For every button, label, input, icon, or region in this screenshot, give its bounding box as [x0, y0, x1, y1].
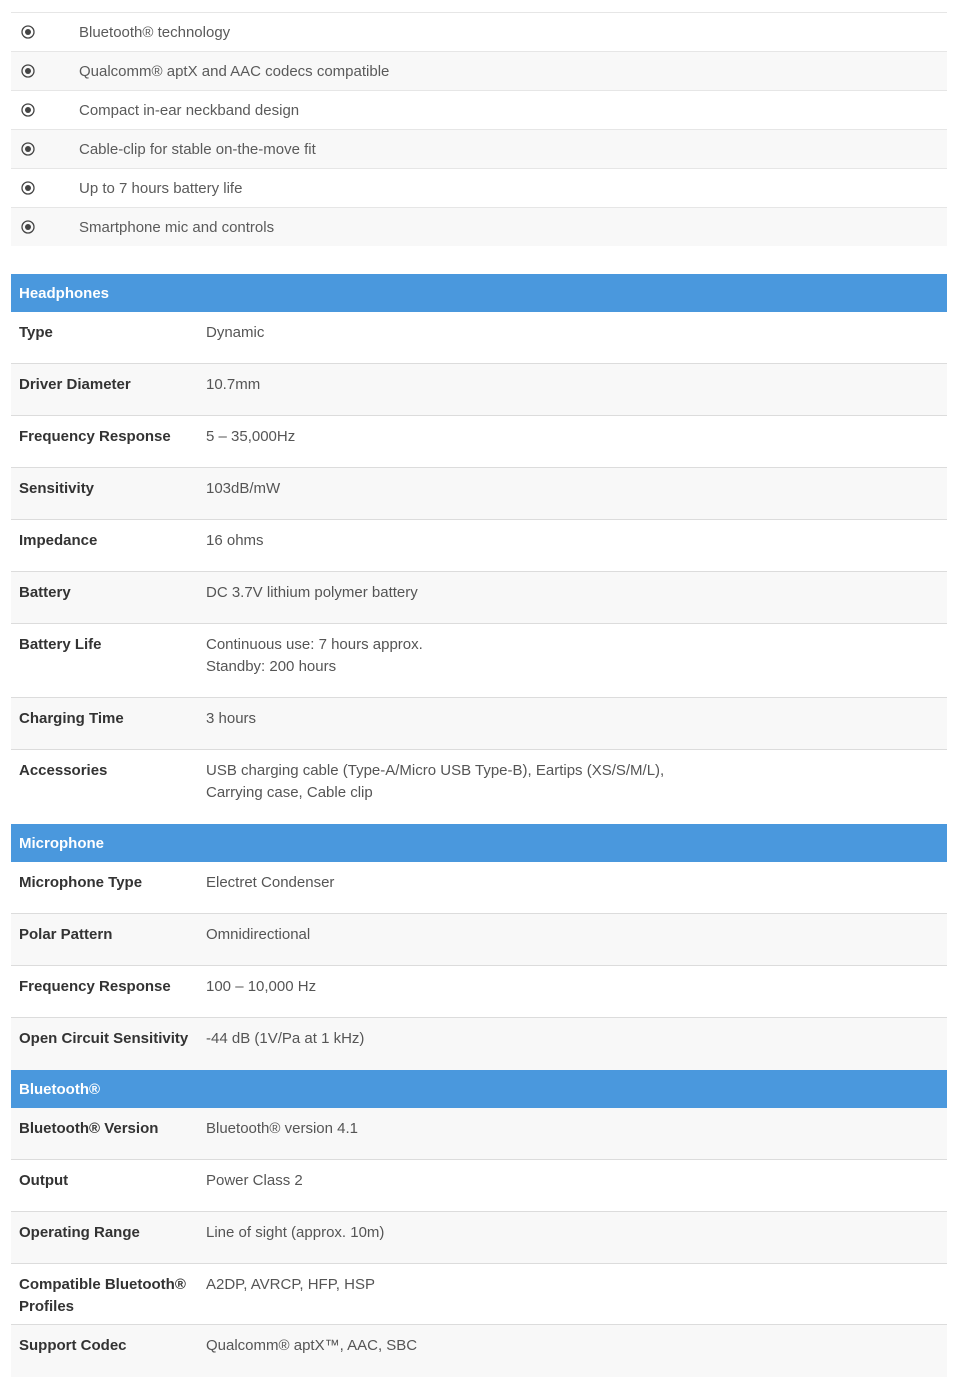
bullet-circle-icon — [11, 181, 79, 195]
list-item — [11, 207, 947, 246]
spec-value: 103dB/mW — [206, 480, 281, 497]
spec-value-line: Standby: 200 hours — [206, 658, 337, 675]
feature-text: Up to 7 hours battery life — [79, 179, 243, 197]
table-row — [11, 364, 947, 416]
spec-value: 3 hours — [206, 710, 257, 727]
bullet-circle-icon — [11, 142, 79, 156]
spec-label: Battery Life — [19, 636, 102, 653]
spec-label: Polar Pattern — [19, 926, 113, 943]
spec-value: Line of sight (approx. 10m) — [206, 1224, 385, 1241]
spec-value: -44 dB (1V/Pa at 1 kHz) — [206, 1030, 365, 1047]
spec-label: Sensitivity — [19, 480, 95, 497]
list-item — [11, 51, 947, 90]
list-item — [11, 129, 947, 168]
feature-list — [11, 12, 947, 246]
spec-value: 16 ohms — [206, 532, 264, 549]
table-row — [11, 416, 947, 468]
table-row — [11, 966, 947, 1018]
spec-label: Open Circuit Sensitivity — [19, 1030, 189, 1047]
spec-value: DC 3.7V lithium polymer battery — [206, 584, 418, 601]
spec-label: Accessories — [19, 762, 108, 779]
table-row — [11, 1212, 947, 1264]
spec-value — [206, 634, 947, 697]
list-item — [11, 12, 947, 51]
feature-text: Smartphone mic and controls — [79, 218, 275, 236]
spec-value: 100 – 10,000 Hz — [206, 978, 317, 995]
spec-label: Output — [19, 1172, 69, 1189]
section-header-bluetooth: Bluetooth® — [11, 1070, 947, 1108]
table-row — [11, 914, 947, 966]
table-row — [11, 1160, 947, 1212]
spec-value: Power Class 2 — [206, 1172, 303, 1189]
spec-label: Support Codec — [19, 1337, 127, 1354]
table-row — [11, 1018, 947, 1070]
table-row — [11, 520, 947, 572]
table-row — [11, 624, 947, 698]
spec-value: A2DP, AVRCP, HFP, HSP — [206, 1276, 375, 1293]
spec-value: 5 – 35,000Hz — [206, 428, 296, 445]
spec-value: Bluetooth® version 4.1 — [206, 1120, 358, 1137]
bullet-circle-icon — [11, 103, 79, 117]
feature-text: Bluetooth® technology — [79, 23, 231, 41]
spec-value: Qualcomm® aptX™, AAC, SBC — [206, 1337, 418, 1354]
spec-label-line: Compatible Bluetooth® — [19, 1276, 186, 1293]
spec-value: Omnidirectional — [206, 926, 311, 943]
spec-value: Electret Condenser — [206, 874, 335, 891]
spec-label: Bluetooth® Version — [19, 1120, 159, 1137]
spec-table — [11, 274, 947, 1377]
spec-value-line: Continuous use: 7 hours approx. — [206, 636, 423, 653]
spec-label: Microphone Type — [19, 874, 143, 891]
section-header-microphone: Microphone — [11, 824, 947, 862]
feature-text: Compact in-ear neckband design — [79, 101, 300, 119]
spec-label: Frequency Response — [19, 978, 171, 995]
table-row — [11, 1264, 947, 1325]
table-row — [11, 1108, 947, 1160]
spec-label: Type — [19, 324, 53, 341]
table-row — [11, 698, 947, 750]
list-item — [11, 90, 947, 129]
table-row — [11, 750, 947, 824]
bullet-circle-icon — [11, 64, 79, 78]
spec-label: Battery — [19, 584, 71, 601]
table-row — [11, 312, 947, 364]
spec-value-line: Carrying case, Cable clip — [206, 784, 373, 801]
spec-label-line: Profiles — [19, 1298, 75, 1315]
spec-label — [11, 1274, 206, 1324]
feature-text: Cable-clip for stable on-the-move fit — [79, 140, 316, 158]
spec-value: 10.7mm — [206, 376, 261, 393]
spec-value: Dynamic — [206, 324, 265, 341]
spec-label: Frequency Response — [19, 428, 171, 445]
spec-label: Operating Range — [19, 1224, 140, 1241]
list-item — [11, 168, 947, 207]
bullet-circle-icon — [11, 220, 79, 234]
feature-text: Qualcomm® aptX and AAC codecs compatible — [79, 62, 390, 80]
table-row — [11, 862, 947, 914]
spec-value-line: USB charging cable (Type-A/Micro USB Type-B), Eartips (XS/S/M/L), — [206, 762, 665, 779]
spec-value — [206, 760, 947, 824]
section-header-headphones: Headphones — [11, 274, 947, 312]
table-row — [11, 468, 947, 520]
table-row — [11, 572, 947, 624]
spec-label: Charging Time — [19, 710, 124, 727]
spec-label: Driver Diameter — [19, 376, 131, 393]
table-row — [11, 1325, 947, 1377]
spec-label: Impedance — [19, 532, 98, 549]
bullet-circle-icon — [11, 25, 79, 39]
